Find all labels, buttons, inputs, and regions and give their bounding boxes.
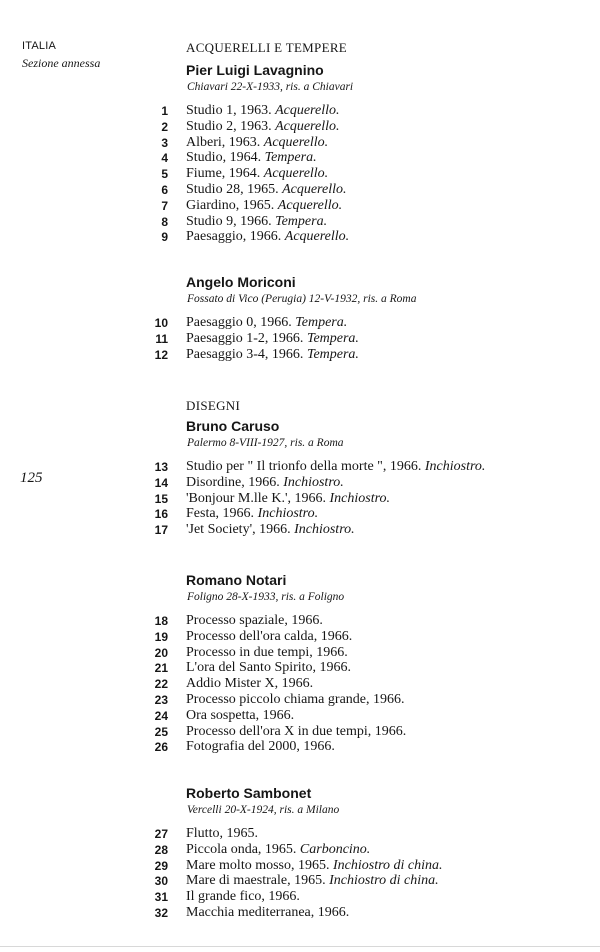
entry-number: 23 (154, 693, 168, 707)
catalog-entry (0, 708, 600, 724)
catalog-entry (0, 645, 600, 661)
entry-medium: Inchiostro di china. (329, 873, 439, 889)
entry-medium: Tempera. (295, 315, 348, 330)
entry-number: 17 (154, 523, 168, 538)
entry-medium: Acquerello. (277, 197, 343, 213)
entry-title (186, 522, 355, 538)
catalog-entry (0, 166, 600, 182)
entry-title-text: Studio 9, 1966. (186, 213, 272, 229)
entry-title (186, 873, 439, 889)
entry-number: 6 (161, 183, 168, 197)
catalog-entry (0, 724, 600, 740)
entry-number: 14 (154, 475, 168, 490)
catalog-entry (0, 905, 600, 921)
entry-title-text: Flutto, 1965. (186, 826, 258, 841)
entry-title (186, 506, 318, 522)
entry-medium: Acquerello. (282, 182, 347, 197)
catalog-entry (0, 842, 600, 858)
entry-medium: Acquerello. (263, 134, 329, 150)
catalog-entry (0, 150, 600, 166)
entry-medium: Acquerello. (275, 103, 340, 118)
page-number: 125 (20, 470, 43, 486)
entry-title-text: Macchia mediterranea, 1966. (186, 905, 350, 920)
entry-title-text: Giardino, 1965. (186, 197, 275, 213)
catalog-entry (0, 613, 600, 629)
catalog-entry (0, 889, 600, 905)
entry-title-text: Mare di maestrale, 1965. (186, 873, 326, 889)
catalog-entry (0, 182, 600, 198)
catalog-entry (0, 629, 600, 645)
entry-medium: Tempera. (306, 330, 359, 346)
entry-number: 12 (154, 347, 168, 362)
entry-number: 9 (161, 230, 168, 245)
catalog-entry (0, 198, 600, 214)
entry-title (186, 660, 351, 676)
section-subtitle: Sezione annessa (22, 56, 101, 70)
catalog-entry (0, 475, 600, 491)
entry-title (186, 459, 485, 475)
entry-number: 2 (161, 119, 168, 134)
entry-title-text: Processo spaziale, 1966. (186, 613, 323, 628)
entry-title (186, 692, 405, 708)
entry-title (186, 708, 294, 724)
catalog-entry (0, 491, 600, 507)
catalog-entry (0, 858, 600, 874)
entry-number: 19 (154, 629, 168, 644)
catalog-entry (0, 676, 600, 692)
entry-title-text: Addio Mister X, 1966. (186, 676, 314, 692)
entry-number: 10 (154, 316, 168, 330)
entry-number: 15 (154, 491, 168, 506)
entry-medium: Tempera. (306, 346, 359, 362)
country-label: ITALIA (22, 40, 57, 52)
entry-title-text: Mare molto mosso, 1965. (186, 857, 330, 873)
entry-title-text: Paesaggio 1-2, 1966. (186, 330, 304, 346)
entry-title-text: 'Jet Society', 1966. (186, 522, 291, 538)
entry-title (186, 198, 342, 214)
artist-bio: Palermo 8-VIII-1927, ris. a Roma (187, 437, 344, 449)
entry-medium: Tempera. (264, 150, 317, 166)
entry-title-text: Ora sospetta, 1966. (186, 707, 295, 723)
entry-title-text: Studio 28, 1965. (186, 182, 279, 197)
entry-title (186, 103, 339, 119)
catalog-entry (0, 229, 600, 245)
entry-medium: Tempera. (275, 213, 328, 229)
section-title: ACQUERELLI E TEMPERE (186, 40, 348, 55)
entry-title (186, 842, 370, 858)
entry-title (186, 475, 344, 491)
entry-number: 11 (155, 331, 168, 346)
catalog-entry (0, 522, 600, 538)
entry-title (186, 150, 317, 166)
entry-title (186, 739, 335, 755)
entry-number: 13 (154, 460, 168, 474)
entry-number: 27 (154, 827, 168, 841)
entry-number: 22 (154, 677, 168, 692)
entry-number: 29 (154, 858, 168, 873)
entry-medium: Inchiostro. (283, 474, 344, 490)
entry-number: 7 (161, 198, 168, 213)
entry-title-text: Studio 2, 1963. (186, 118, 272, 134)
entry-number: 21 (154, 661, 168, 676)
entry-title-text: Processo piccolo chiama grande, 1966. (186, 692, 405, 707)
entry-title (186, 166, 328, 182)
entry-title-text: Fotografia del 2000, 1966. (186, 739, 335, 755)
entry-medium: Inchiostro. (257, 506, 319, 522)
entry-medium: Inchiostro. (329, 490, 391, 506)
entry-number: 18 (154, 614, 168, 628)
artist-name: Bruno Caruso (186, 418, 280, 434)
entry-medium: Acquerello. (284, 229, 350, 245)
entry-number: 30 (154, 874, 168, 889)
catalog-entry (0, 119, 600, 135)
entry-medium: Inchiostro. (294, 522, 355, 538)
entry-number: 25 (154, 724, 168, 739)
entry-title-text: Alberi, 1963. (186, 134, 261, 150)
entry-number: 5 (161, 167, 168, 182)
artist-name: Roberto Sambonet (186, 785, 312, 801)
entry-title (186, 214, 327, 230)
entry-number: 1 (161, 104, 168, 118)
entry-title-text: Studio 1, 1963. (186, 103, 272, 118)
artist-bio: Chiavari 22-X-1933, ris. a Chiavari (187, 81, 354, 93)
entry-title-text: Paesaggio 3-4, 1966. (186, 346, 304, 362)
catalog-entry (0, 347, 600, 363)
entry-number: 31 (154, 890, 168, 905)
entry-title-text: Paesaggio 0, 1966. (186, 315, 292, 330)
entry-number: 3 (161, 135, 168, 150)
artist-name: Pier Luigi Lavagnino (186, 62, 324, 78)
entry-number: 4 (161, 151, 168, 166)
entry-title-text: Festa, 1966. (186, 506, 255, 522)
entry-title (186, 315, 347, 331)
artist-name: Romano Notari (186, 572, 287, 588)
entry-title (186, 905, 349, 921)
entry-title-text: Paesaggio, 1966. (186, 229, 282, 245)
entry-title-text: Piccola onda, 1965. (186, 841, 297, 857)
catalog-entry (0, 873, 600, 889)
entry-medium: Acquerello. (275, 118, 340, 134)
catalog-entry (0, 739, 600, 755)
entry-medium: Carboncino. (299, 841, 371, 857)
entry-title (186, 676, 313, 692)
catalog-entry (0, 103, 600, 119)
catalog-entry (0, 214, 600, 230)
entry-title-text: Processo dell'ora calda, 1966. (186, 628, 353, 644)
artist-bio: Fossato di Vico (Perugia) 12-V-1932, ris. a Roma (187, 293, 417, 305)
entry-title (186, 826, 258, 842)
entry-title-text: Studio per " Il trionfo della morte ", 1966. (186, 459, 422, 474)
entry-title (186, 347, 359, 363)
entry-title (186, 119, 339, 135)
page-bottom-divider (0, 946, 600, 947)
catalog-entry (0, 692, 600, 708)
entry-title (186, 645, 348, 661)
entry-title-text: Fiume, 1964. (186, 166, 261, 182)
entry-title-text: L'ora del Santo Spirito, 1966. (186, 660, 352, 676)
artist-bio: Foligno 28-X-1933, ris. a Foligno (187, 591, 345, 603)
catalog-entry (0, 660, 600, 676)
entry-medium: Inchiostro di china. (333, 857, 443, 873)
entry-number: 24 (154, 708, 168, 723)
entry-title-text: Il grande fico, 1966. (186, 889, 300, 905)
entry-title (186, 613, 323, 629)
entry-title (186, 858, 443, 874)
entry-title-text: Processo dell'ora X in due tempi, 1966. (186, 723, 407, 739)
artist-name: Angelo Moriconi (186, 274, 296, 290)
entry-number: 8 (161, 214, 168, 229)
entry-number: 32 (154, 906, 168, 920)
entry-title (186, 135, 328, 151)
catalog-entry (0, 826, 600, 842)
entry-number: 26 (154, 740, 168, 755)
catalog-entry (0, 315, 600, 331)
entry-title-text: Processo in due tempi, 1966. (186, 644, 348, 660)
entry-title (186, 229, 349, 245)
catalog-entry (0, 331, 600, 347)
entry-number: 28 (154, 842, 168, 857)
catalog-entry (0, 135, 600, 151)
entry-medium: Inchiostro. (424, 459, 486, 474)
entry-number: 20 (154, 645, 168, 660)
catalog-entry (0, 506, 600, 522)
entry-title (186, 331, 359, 347)
catalog-entry (0, 459, 600, 475)
entry-title-text: 'Bonjour M.lle K.', 1966. (186, 490, 326, 506)
entry-title (186, 629, 352, 645)
entry-title (186, 724, 406, 740)
entry-title (186, 182, 346, 198)
entry-medium: Acquerello. (263, 166, 329, 182)
entry-title-text: Disordine, 1966. (186, 474, 280, 490)
entry-title-text: Studio, 1964. (186, 150, 262, 166)
artist-bio: Vercelli 20-X-1924, ris. a Milano (187, 804, 340, 816)
entry-number: 16 (154, 507, 168, 522)
entry-title (186, 889, 300, 905)
entry-title (186, 491, 390, 507)
section-title: DISEGNI (186, 398, 241, 413)
